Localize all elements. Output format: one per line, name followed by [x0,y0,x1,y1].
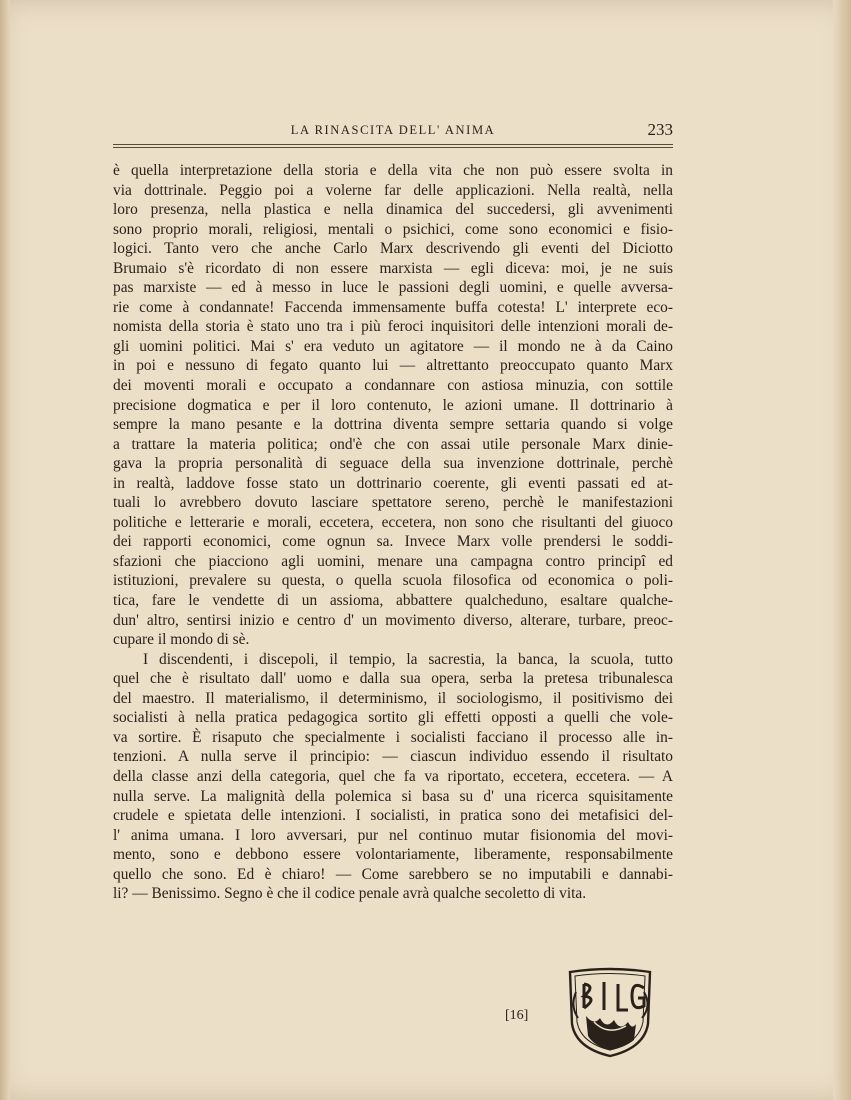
body-text [113,161,673,904]
text-line: istituzioni, prevalere su questa, o quella scuola filosofica od economica o poli- [113,572,673,590]
header-rule-bottom [113,147,673,148]
text-line: logici. Tanto vero che anche Carlo Marx descrivendo gli eventi del Diciotto [113,240,673,258]
text-line: a trattare la materia politica; ond'è che con assai utile personale Marx dinie- [113,435,673,453]
text-line: sfazioni che piacciono agli uomini, menare una campagna contro principî ed [113,552,673,570]
text-line: quello che sono. Ed è chiaro! — Come sarebbero se no imputabili e dannabi- [113,865,673,883]
text-line: precisione dogmatica e per il loro contenuto, le azioni umane. Il dottrinario à [113,396,673,414]
text-line: quel che è risultato dall' uomo e dalla sua opera, serba la pretesa tribunalesca [113,670,673,688]
text-line: nulla serve. La malignità della polemica si basa su d' una ricerca squisitamente [113,787,673,805]
printer-mark-icon [564,966,656,1058]
text-line: sono proprio morali, religiosi, mentali o psichici, come sono economici e fisio- [113,220,673,238]
page-edge-right [833,0,851,1100]
text-line: sempre la mano pesante e la dottrina diventa sempre settaria quando si volge [113,416,673,434]
text-line: Brumaio s'è ricordato di non essere marxista — egli diceva: moi, je ne suis [113,259,673,277]
text-line: loro presenza, nella plastica e nella dinamica del succedersi, gli avvenimenti [113,201,673,219]
text-line: gli uomini politici. Mai s' era veduto un agitatore — il mondo ne à da Caino [113,337,673,355]
text-line: pas marxiste — ed à messo in luce le passioni degli uomini, e quelle avversa- [113,279,673,297]
text-line: nomista della storia è stato uno tra i più feroci inquisitori delle intenzioni morali de- [113,318,673,336]
text-line: è quella interpretazione della storia e della vita che non può essere svolta in [113,162,673,179]
text-line: cupare il mondo di sè. [113,631,250,649]
text-line: I discendenti, i discepoli, il tempio, la sacrestia, la banca, la scuola, tutto [143,650,673,668]
header-rule-top [113,144,673,145]
text-line: gava la propria personalità di seguace della sua invenzione dottrinale, perchè [113,455,673,473]
text-line: dun' altro, sentirsi inizio e centro d' un movimento diverso, alterare, turbare, preoc- [113,611,673,629]
text-line: tuali lo avrebbero dovuto lasciare spettatore sereno, perchè le manifestazioni [113,494,673,512]
text-line: socialisti à nella pratica pedagogica sortito gli effetti opposti a quelli che vole- [113,709,673,727]
text-line: va sortire. È risaputo che specialmente i socialisti facciano il processo alle in- [113,728,673,746]
text-line: dei moventi morali e occupato a condannare con astiosa minuzia, con sottile [113,377,673,395]
text-line: rie come à condannate! Faccenda immensamente buffa cotesta! L' interprete eco- [113,298,673,316]
text-line: in realtà, laddove fosse stato un dottrinario coerente, gli eventi passati ed at- [113,474,673,492]
text-line: via dottrinale. Peggio poi a volerne far delle applicazioni. Nella realtà, nella [113,181,673,199]
running-head [113,120,673,142]
text-line: crudele e spietata delle intenzioni. I socialisti, in pratica sono dei metafisici del- [113,807,673,825]
text-line: tenzioni. A nulla serve il principio: — ciascun individuo essendo il risultato [113,748,673,766]
text-line: della classe anzi della categoria, quel che fa va riportato, eccetera, eccetera. — A [113,767,673,785]
text-line: in poi e nessuno di fegato quanto lui — altrettanto preoccupato quanto Marx [113,357,673,375]
page-edge-left [0,0,10,1100]
text-line: dei rapporti economici, come ognun sa. Invece Marx volle prendersi le soddi- [113,533,673,551]
text-line: politiche e letterarie e morali, eccetera, eccetera, non sono che risultanti del giuoco [113,513,673,531]
text-line: del maestro. Il materialismo, il determinismo, il sociologismo, il positivismo dei [113,689,673,707]
text-line: li? — Benissimo. Segno è che il codice penale avrà qualche secoletto di vita. [113,885,587,903]
text-line: l' anima umana. I loro avversari, pur nel continuo mutar fisionomia del movi- [113,826,673,844]
page-number: 233 [647,120,673,139]
text-line: mento, sono e debbono essere volontariamente, liberamente, responsabilmente [113,846,673,864]
folio-signature: [16] [505,1008,529,1023]
text-line: tica, fare le vendette di un assioma, abbattere qualcheduno, esaltare qualche- [113,592,673,610]
running-title: LA RINASCITA DELL' ANIMA [290,123,496,137]
